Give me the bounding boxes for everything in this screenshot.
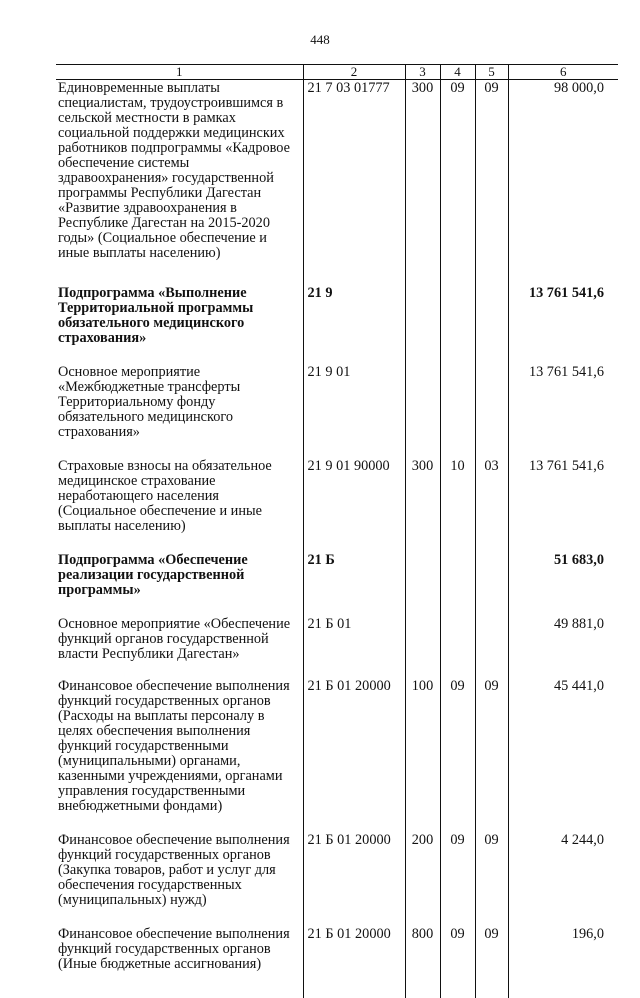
row-rz: 09 [440, 832, 475, 926]
row-code: 21 Б 01 [303, 616, 405, 678]
row-pr [475, 364, 508, 458]
row-code: 21 7 03 01777 [303, 80, 405, 286]
row-name: Основное мероприятие «Обеспечение функций органов государственной власти Республики Дагестан» [58, 616, 291, 662]
row-amount: 13 761 541,6 [508, 364, 618, 458]
row-rz: 09 [440, 80, 475, 286]
header-col-3: 3 [405, 65, 440, 80]
budget-table [56, 64, 618, 998]
row-vr: 200 [405, 832, 440, 926]
row-pr [475, 616, 508, 678]
row-amount: 98 000,0 [508, 80, 618, 286]
row-rz [440, 364, 475, 458]
tail-cell [405, 984, 440, 998]
header-col-2: 2 [303, 65, 405, 80]
row-code: 21 Б 01 20000 [303, 832, 405, 926]
row-code: 21 9 [303, 285, 405, 364]
row-name: Основное мероприятие «Межбюджетные трансферты Территориальному фонду обязательного медицинского страхования» [58, 364, 241, 440]
table-row [56, 678, 618, 832]
row-pr [475, 285, 508, 364]
row-code: 21 9 01 90000 [303, 458, 405, 552]
row-code: 21 Б [303, 552, 405, 616]
table-row [56, 80, 618, 286]
row-name: Подпрограмма «Обеспечение реализации государственной программы» [58, 552, 248, 598]
row-name: Страховые взносы на обязательное медицинское страхование неработающего населения (Социальное обеспечение и иные выплаты населению) [58, 458, 272, 534]
table-row [56, 832, 618, 926]
page-number: 448 [310, 32, 330, 47]
row-rz [440, 616, 475, 678]
row-amount: 51 683,0 [508, 552, 618, 616]
row-amount: 4 244,0 [508, 832, 618, 926]
row-vr: 800 [405, 926, 440, 984]
tail-cell [56, 984, 303, 998]
row-vr [405, 552, 440, 616]
table-row [56, 616, 618, 678]
row-name: Единовременные выплаты специалистам, трудоустроившимся в сельской местности в рамках социальной поддержки медицинских работников подпрограммы «Кадровое обеспечение системы здравоохранения» государственной программы Республики Дагестан «Развитие здравоохранения в Республике Дагестан на 2015-2020 годы» (Социальное обеспечение и иные выплаты населению) [58, 80, 290, 261]
row-code: 21 Б 01 20000 [303, 926, 405, 984]
header-row [56, 65, 618, 80]
row-vr: 300 [405, 458, 440, 552]
table-row [56, 458, 618, 552]
row-name: Подпрограмма «Выполнение Территориальной программы обязательного медицинского страхования» [58, 285, 254, 346]
row-amount: 49 881,0 [508, 616, 618, 678]
row-pr: 03 [475, 458, 508, 552]
row-code: 21 Б 01 20000 [303, 678, 405, 832]
table-row [56, 926, 618, 984]
row-pr [475, 552, 508, 616]
row-amount: 45 441,0 [508, 678, 618, 832]
row-rz: 09 [440, 926, 475, 984]
row-vr [405, 285, 440, 364]
row-vr [405, 616, 440, 678]
row-amount: 13 761 541,6 [508, 458, 618, 552]
table-tail-row [56, 984, 618, 998]
row-amount: 196,0 [508, 926, 618, 984]
row-rz: 09 [440, 678, 475, 832]
header-col-1: 1 [56, 65, 303, 80]
header-col-4: 4 [440, 65, 475, 80]
row-vr: 300 [405, 80, 440, 286]
tail-cell [508, 984, 618, 998]
table-row [56, 552, 618, 616]
row-vr: 100 [405, 678, 440, 832]
row-vr [405, 364, 440, 458]
tail-cell [475, 984, 508, 998]
row-name: Финансовое обеспечение выполнения функций государственных органов (Расходы на выплаты персоналу в целях обеспечения выполнения функций государственными (муниципальными) органами, казенными учреждениями, органами управления государственными внебюджетными фондами) [58, 678, 290, 814]
header-col-6: 6 [508, 65, 618, 80]
row-rz [440, 285, 475, 364]
row-rz: 10 [440, 458, 475, 552]
row-name: Финансовое обеспечение выполнения функций государственных органов (Иные бюджетные ассигнования) [58, 926, 290, 972]
table-row [56, 285, 618, 364]
row-rz [440, 552, 475, 616]
table-row [56, 364, 618, 458]
row-pr: 09 [475, 832, 508, 926]
row-pr: 09 [475, 926, 508, 984]
row-code: 21 9 01 [303, 364, 405, 458]
row-pr: 09 [475, 80, 508, 286]
tail-cell [303, 984, 405, 998]
header-col-5: 5 [475, 65, 508, 80]
row-amount: 13 761 541,6 [508, 285, 618, 364]
table-body [56, 80, 618, 985]
row-pr: 09 [475, 678, 508, 832]
tail-cell [440, 984, 475, 998]
row-name: Финансовое обеспечение выполнения функций государственных органов (Закупка товаров, работ и услуг для обеспечения государственных (муниципальных) нужд) [58, 832, 290, 908]
